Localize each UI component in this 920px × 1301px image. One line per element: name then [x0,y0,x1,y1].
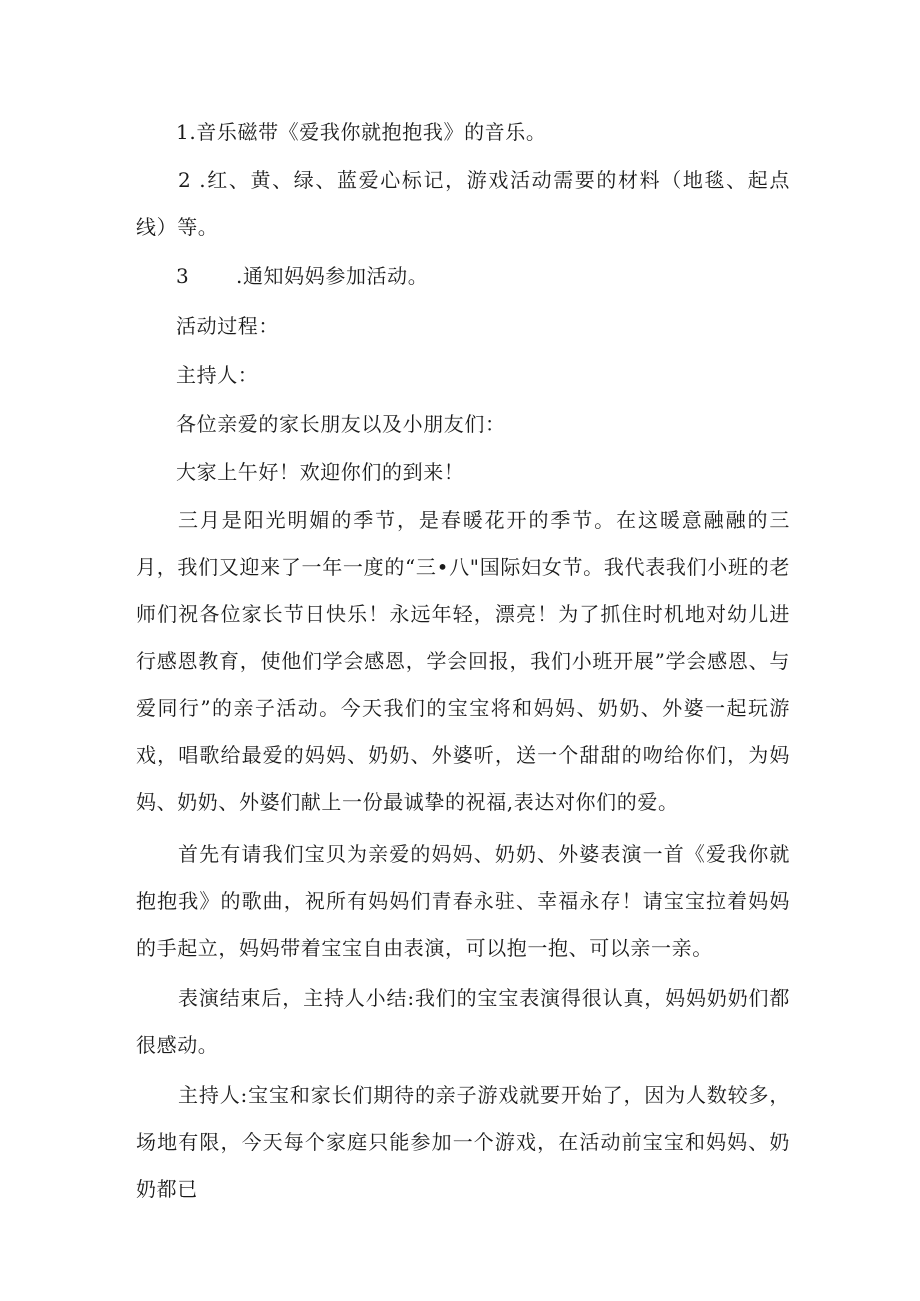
paragraph-womens-day: 三月是阳光明媚的季节，是春暖花开的季节。在这暖意融融的三月，我们又迎来了一年一度的“三•八"国际妇女节。我代表我们小班的老师们祝各位家长节日快乐！永远年轻，漂亮！为了抓住时机地对幼儿进行感恩教育，使他们学会感恩，学会回报，我们小班开展”学会感恩、与爱同行”的亲子活动。今天我们的宝宝将和妈妈、奶奶、外婆一起玩游戏，唱歌给最爱的妈妈、奶奶、外婆听，送一个甜甜的吻给你们，为妈妈、奶奶、外婆们献上一份最诚挚的祝福,表达对你们的爱。 [136,508,790,814]
host-label: 主持人： [176,363,259,387]
welcome-line: 大家上午好！欢迎你们的到来！ [176,460,465,484]
paragraph-performance: 首先有请我们宝贝为亲爱的妈妈、奶奶、外婆表演一首《爱我你就抱抱我》的歌曲，祝所有妈妈们青春永驻、幸福永存！请宝宝拉着妈妈的手起立，妈妈带着宝宝自由表演，可以抱一抱、可以亲一亲。 [136,842,790,960]
material-item-2: 2 .红、黄、绿、蓝爱心标记，游戏活动需要的材料（地毯、起点线）等。 [136,168,790,239]
material-item-1: 1.音乐磁带《爱我你就抱抱我》的音乐。 [176,120,547,144]
material-item-3-number: 3 [176,264,190,288]
paragraph-games: 主持人:宝宝和家长们期待的亲子游戏就要开始了，因为人数较多，场地有限，今天每个家庭只能参加一个游戏，在活动前宝宝和妈妈、奶奶都已 [136,1083,790,1201]
paragraph-summary: 表演结束后，主持人小结:我们的宝宝表演得很认真，妈妈奶奶们都很感动。 [136,986,790,1057]
process-heading: 活动过程： [176,314,279,338]
greeting-line: 各位亲爱的家长朋友以及小朋友们： [176,412,506,436]
material-item-3-text: .通知妈妈参加活动。 [236,264,429,288]
